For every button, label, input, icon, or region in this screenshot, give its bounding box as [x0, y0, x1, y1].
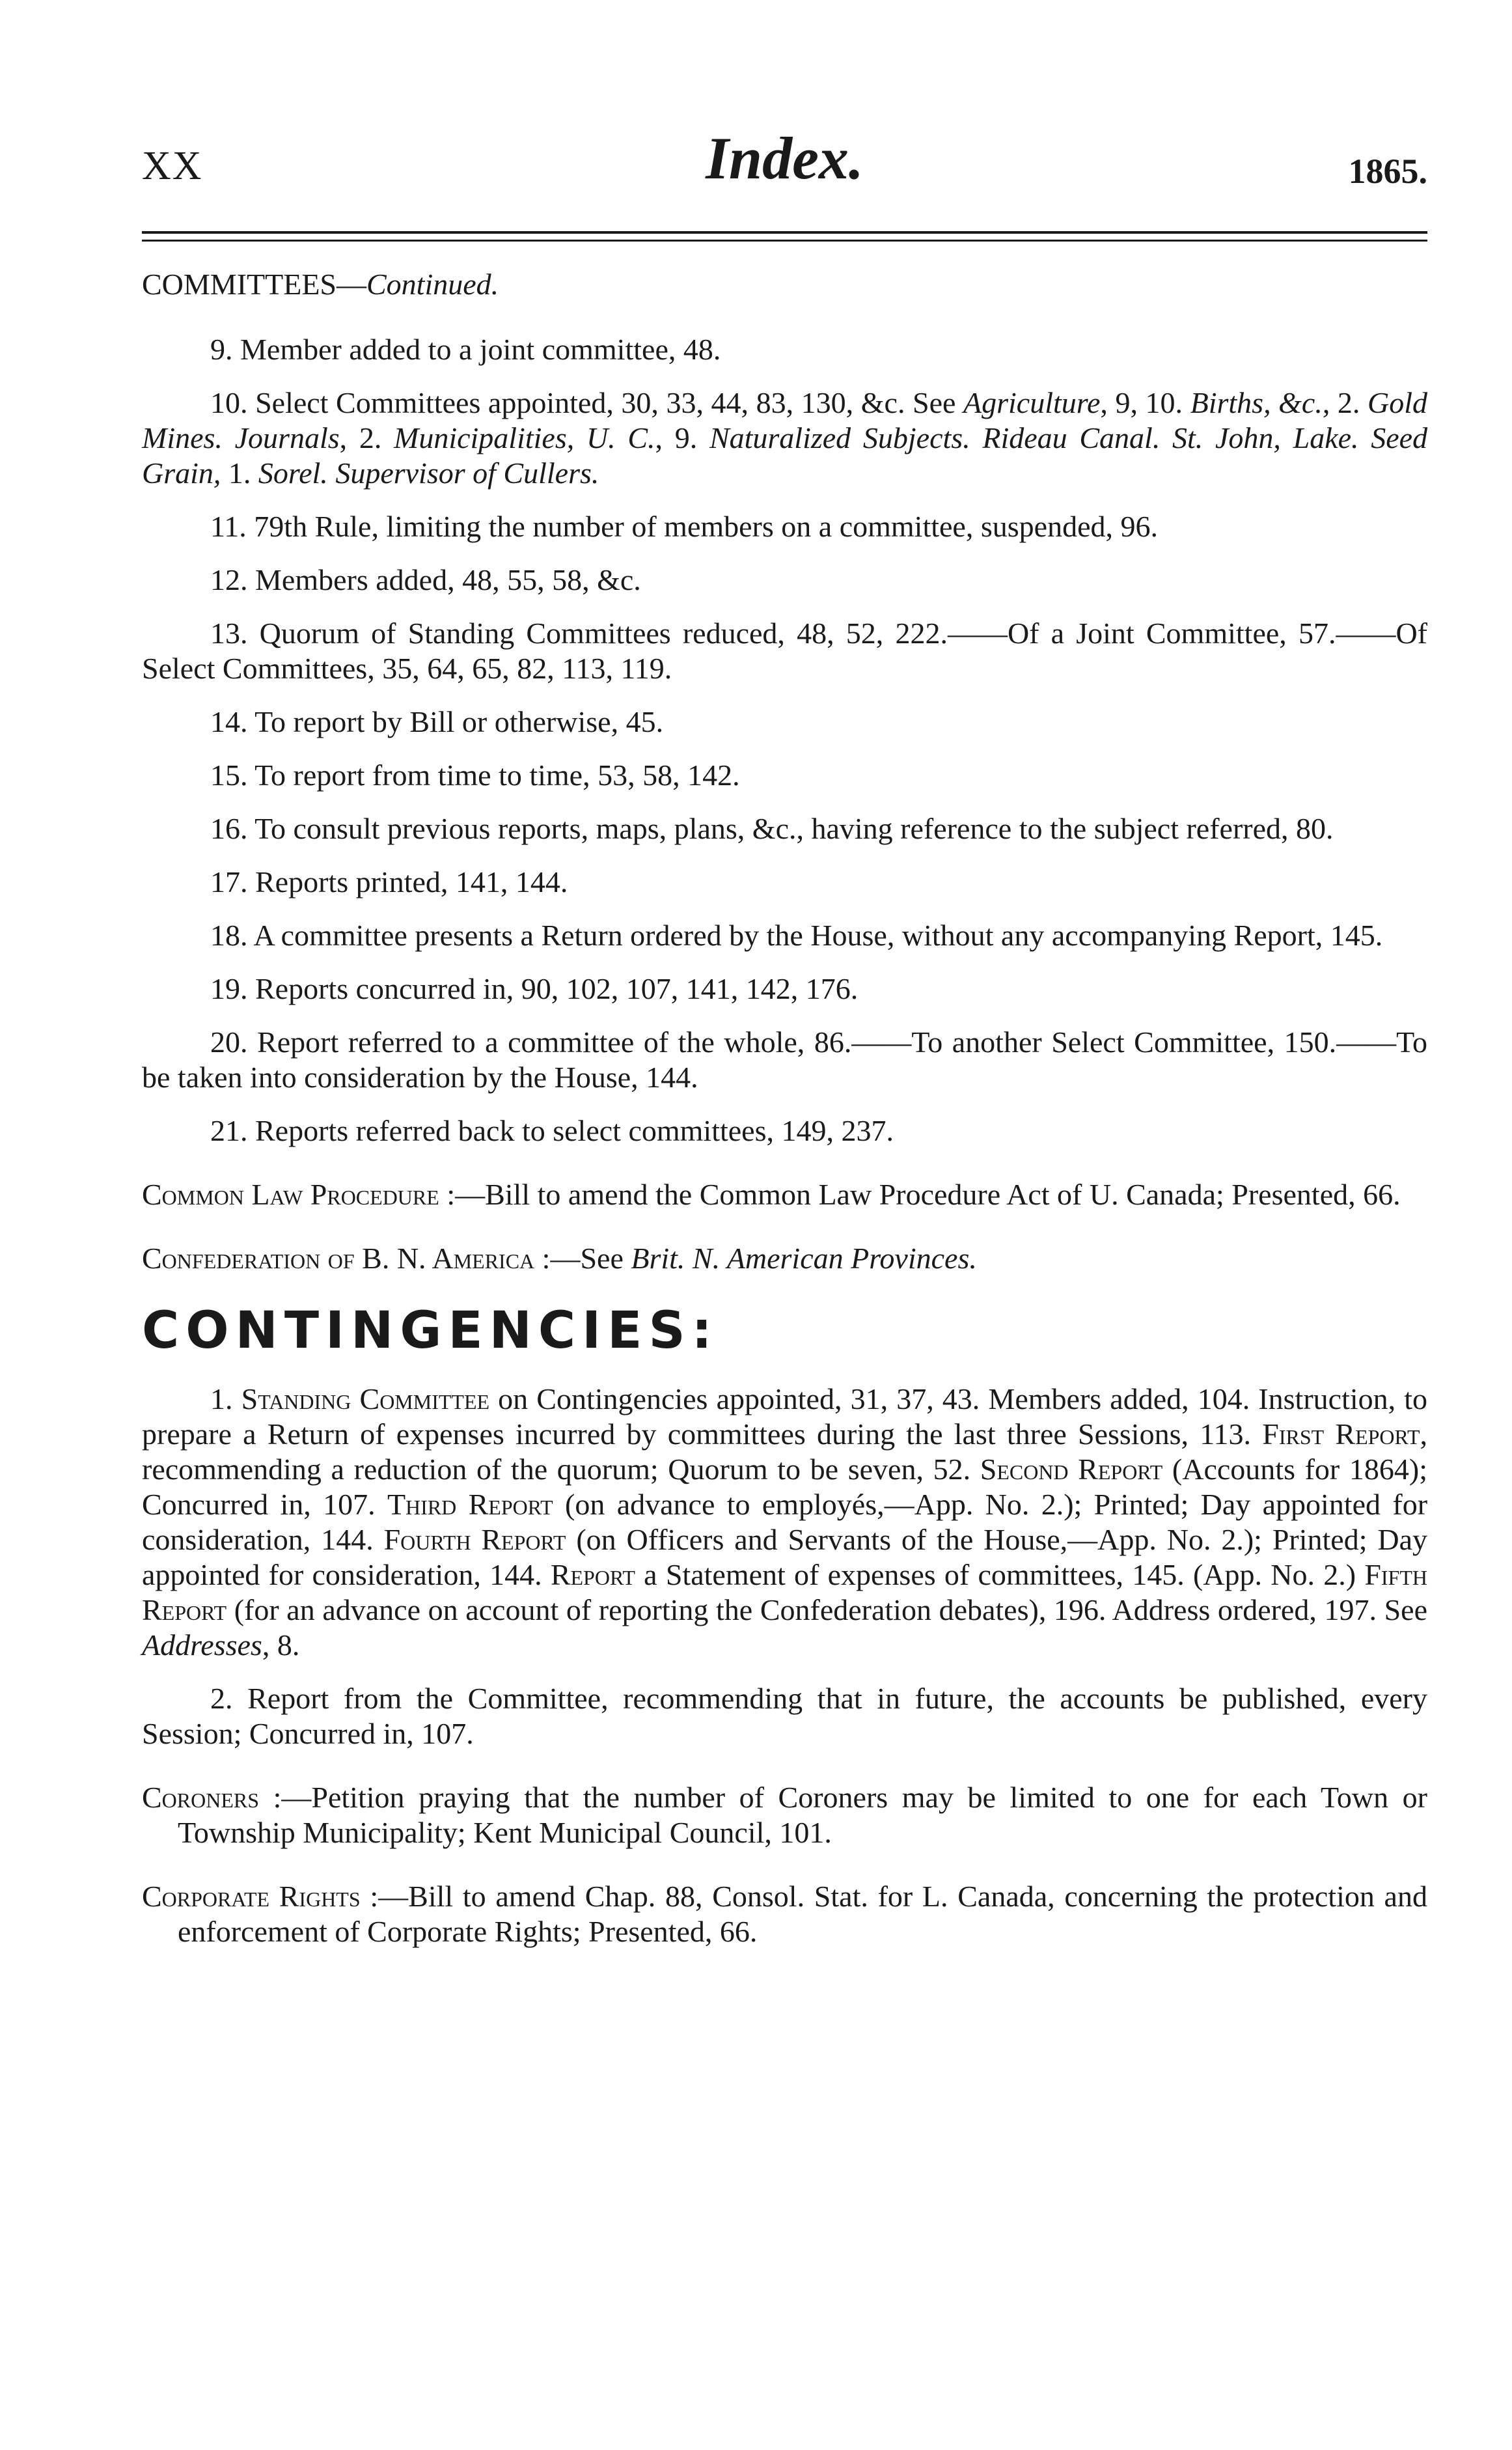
- committee-item-18: 18. A committee presents a Return ordered by the House, without any accompanying Report, 145.: [210, 919, 1383, 952]
- entry-corporate-rights: Corporate Rights :—Bill to amend Chap. 88, Consol. Stat. for L. Canada, concerning the protection and enforcement of Corporate Rights; Presented, 66.: [142, 1880, 1427, 1948]
- committee-item-19: 19. Reports concurred in, 90, 102, 107, 141, 142, 176.: [210, 972, 859, 1005]
- committee-item-12: 12. Members added, 48, 55, 58, &c.: [210, 563, 641, 596]
- committee-item-13: 13. Quorum of Standing Committees reduced, 48, 52, 222.——Of a Joint Committee, 57.——Of Select Committees, 35, 64, 65, 82, 113, 119.: [142, 617, 1427, 685]
- continued-label: COMMITTEES—: [142, 268, 366, 301]
- entry-heading: Common Law Procedure: [142, 1178, 439, 1211]
- page-header: [142, 104, 1427, 195]
- contingencies-heading: CONTINGENCIES:: [142, 1302, 719, 1360]
- committee-item-15: 15. To report from time to time, 53, 58, 142.: [210, 759, 740, 792]
- contingencies-item-1: 1. Standing Committee on Contingencies appointed, 31, 37, 43. Members added, 104. Instruction, to prepare a Return of expenses incurred by committees during the last three Sessions, 113. First Report, recommending a reduction of the quorum; Quorum to be seven, 52. Second Report (Accounts for 1864); Concurred in, 107. Third Report (on advance to employés,—App. No. 2.); Printed; Day appointed for consideration, 144. Fourth Report (on Officers and Servants of the House,—App. No. 2.); Printed; Day appointed for consideration, 144. Report a Statement of expenses of committees, 145. (App. No. 2.) Fifth Report (for an advance on account of reporting the Confederation debates), 196. Address ordered, 197. See Addresses, 8.: [142, 1382, 1428, 1662]
- entry-heading: Confederation of B. N. America: [142, 1242, 535, 1275]
- entry-coroners: Coroners :—Petition praying that the number of Coroners may be limited to one for each Town or Township Municipality; Kent Municipal Council, 101.: [142, 1781, 1427, 1849]
- entry-confederation: Confederation of B. N. America :—See Brit. N. American Provinces.: [142, 1242, 977, 1275]
- contingencies-item-2: 2. Report from the Committee, recommending that in future, the accounts be published, every Session; Concurred in, 107.: [142, 1682, 1427, 1750]
- header-rule-top: [142, 231, 1427, 234]
- committee-item-14: 14. To report by Bill or otherwise, 45.: [210, 705, 664, 738]
- entry-heading: Corporate Rights: [142, 1880, 361, 1913]
- committee-item-11: 11. 79th Rule, limiting the number of members on a committee, suspended, 96.: [210, 510, 1158, 543]
- committee-item-16: 16. To consult previous reports, maps, plans, &c., having reference to the subject referred, 80.: [210, 812, 1334, 845]
- running-title: Index.: [706, 125, 864, 191]
- committee-item-17: 17. Reports printed, 141, 144.: [210, 865, 568, 898]
- header-rule-bottom: [142, 240, 1427, 242]
- committee-item-10: 10. Select Committees appointed, 30, 33, 44, 83, 130, &c. See Agriculture, 9, 10. Births, &c., 2. Gold Mines. Journals, 2. Municipalities, U. C., 9. Naturalized Subjects. Rideau Canal. St. John, Lake. Seed Grain, 1. Sorel. Supervisor of Cullers.: [142, 386, 1428, 490]
- entry-common-law-procedure: Common Law Procedure :—Bill to amend the Common Law Procedure Act of U. Canada; Presented, 66.: [142, 1178, 1401, 1211]
- continued-heading: [142, 267, 1427, 302]
- entry-heading: Coroners: [142, 1781, 260, 1814]
- committee-item-20: 20. Report referred to a committee of the whole, 86.——To another Select Committee, 150.——To be taken into consideration by the House, 144.: [142, 1025, 1427, 1094]
- page-year: 1865.: [1348, 152, 1427, 191]
- index-content: [142, 260, 1427, 1968]
- committee-item-21: 21. Reports referred back to select committees, 149, 237.: [210, 1114, 894, 1147]
- continued-note: Continued.: [366, 268, 499, 301]
- page-number-roman: XX: [142, 144, 203, 188]
- committee-item-9: 9. Member added to a joint committee, 48.: [210, 333, 721, 366]
